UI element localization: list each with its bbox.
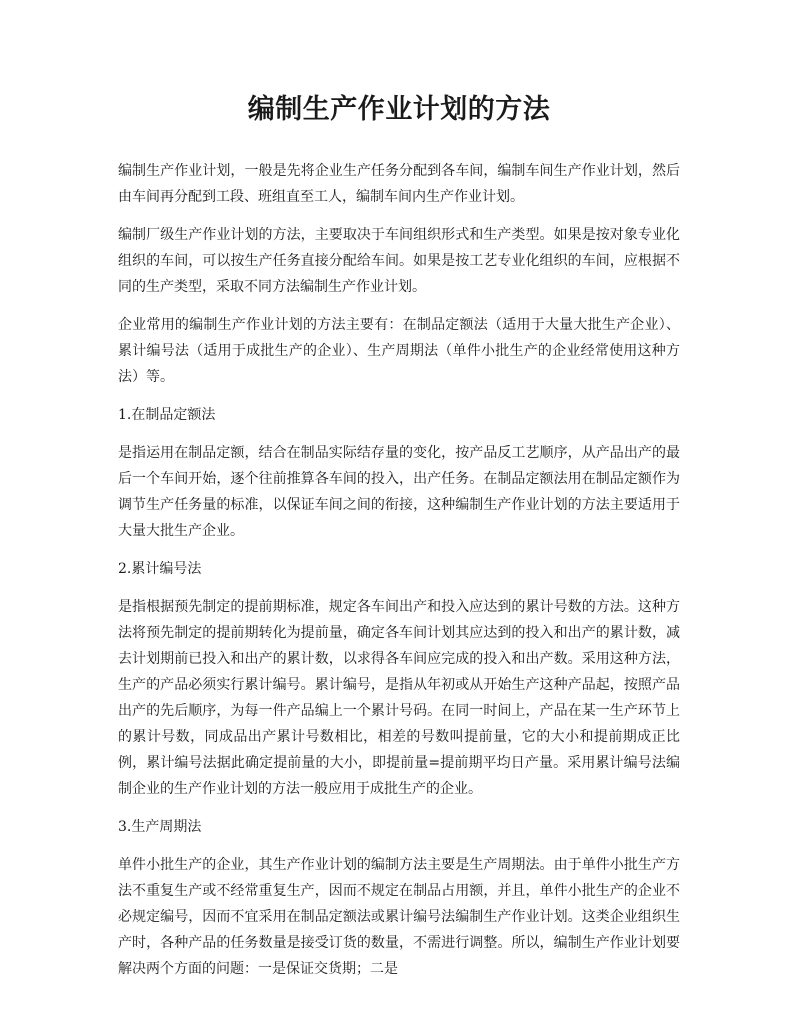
document-title: 编制生产作业计划的方法 — [247, 94, 551, 125]
paragraph-common-methods: 企业常用的编制生产作业计划的方法主要有：在制品定额法（适用于大量大批生产企业）、累计编号法（适用于成批生产的企业）、生产周期法（单件小批生产的企业经常使用这种方法）等。 — [118, 317, 680, 385]
document-page — [118, 92, 680, 994]
section-heading-wip-quota: 1.在制品定额法 — [118, 407, 216, 423]
paragraph-factory-level: 编制厂级生产作业计划的方法，主要取决于车间组织形式和生产类型。如果是按对象专业化组织的车间，可以按生产任务直接分配给车间。如果是按工艺专业化组织的车间，应根据不同的生产类型，采取不同方法编制生产作业计划。 — [118, 227, 680, 295]
paragraph-wip-quota: 是指运用在制品定额，结合在制品实际结存量的变化，按产品反工艺顺序，从产品出产的最后一个车间开始，逐个往前推算各车间的投入，出产任务。在制品定额法用在制品定额作为调节生产任务量的标准，以保证车间之间的衔接，这种编制生产作业计划的方法主要适用于大量大批生产企业。 — [118, 445, 680, 539]
paragraph-cumulative-numbering: 是指根据预先制定的提前期标准，规定各车间出产和投入应达到的累计号数的方法。这种方法将预先制定的提前期转化为提前量，确定各车间计划其应达到的投入和出产的累计数，减去计划期前已投入和出产的累计数，以求得各车间应完成的投入和出产数。采用这种方法，生产的产品必须实行累计编号。累计编号，是指从年初或从开始生产这种产品起，按照产品出产的先后顺序，为每一件产品编上一个累计号码。在同一时间上，产品在某一生产环节上的累计号数，同成品出产累计号数相比，相差的号数叫提前量，它的大小和提前期成正比例，累计编号法据此确定提前量的大小，即提前量=提前期平均日产量。采用累计编号法编制企业的生产作业计划的方法一般应用于成批生产的企业。 — [118, 599, 680, 797]
paragraph-production-cycle: 单件小批生产的企业，其生产作业计划的编制方法主要是生产周期法。由于单件小批生产方法不重复生产或不经常重复生产，因而不规定在制品占用额，并且，单件小批生产的企业不必规定编号，因而不宜采用在制品定额法或累计编号法编制生产作业计划。这类企业组织生产时，各种产品的任务数量是接受订货的数量，不需进行调整。所以，编制生产作业计划要解决两个方面的问题：一是保证交货期；二是 — [118, 857, 680, 977]
paragraph-intro: 编制生产作业计划，一般是先将企业生产任务分配到各车间，编制车间生产作业计划，然后由车间再分配到工段、班组直至工人，编制车间内生产作业计划。 — [118, 163, 680, 205]
section-heading-cumulative-numbering: 2.累计编号法 — [118, 561, 202, 577]
section-heading-production-cycle: 3.生产周期法 — [118, 819, 202, 835]
